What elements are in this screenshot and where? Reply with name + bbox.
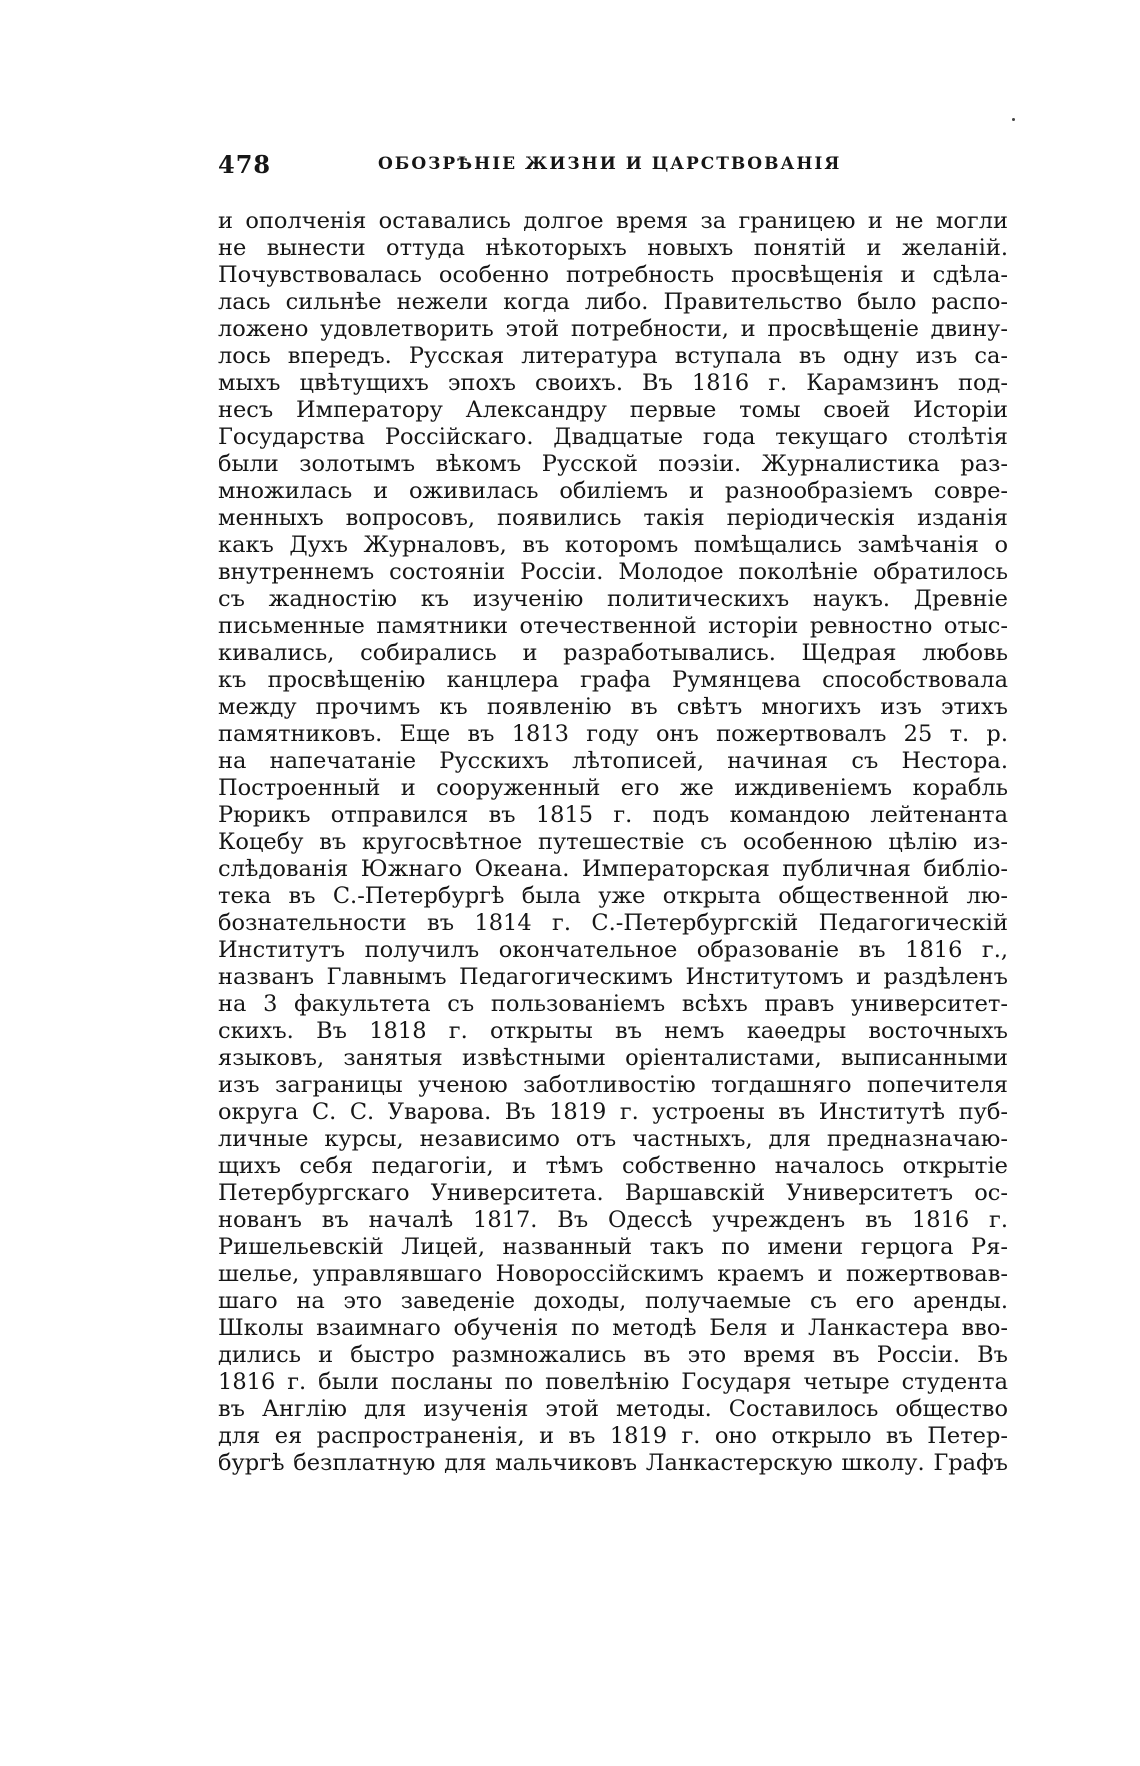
text-line: скихъ. Въ 1818 г. открыты въ немъ каѳедры восточныхъ: [218, 1018, 1008, 1044]
text-line: Институтъ получилъ окончательное образованіе въ 1816 г.,: [218, 937, 1008, 963]
text-line: для ея распространенія, и въ 1819 г. оно открыло въ Петер-: [218, 1423, 1008, 1449]
text-line: щихъ себя педагогіи, и тѣмъ собственно началось открытіе: [218, 1153, 1008, 1179]
text-line: дились и быстро размножались въ это время въ Россіи. Въ: [218, 1342, 1008, 1368]
text-line: въ Англію для изученія этой методы. Составилось общество: [218, 1396, 1008, 1422]
text-line: тека въ С.-Петербургѣ была уже открыта общественной лю-: [218, 883, 1008, 909]
text-line: языковъ, занятыя извѣстными оріенталистами, выписанными: [218, 1045, 1008, 1071]
text-line: Почувствовалась особенно потребность просвѣщенія и сдѣла-: [218, 262, 1008, 288]
text-line: 1816 г. были посланы по повелѣнію Государя четыре студента: [218, 1369, 1008, 1395]
text-line: письменные памятники отечественной исторіи ревностно отыс-: [218, 613, 1008, 639]
running-head: ОБОЗРѢНІЕ ЖИЗНИ И ЦАРСТВОВАНІЯ: [378, 154, 842, 174]
text-line: Рюрикъ отправился въ 1815 г. подъ командою лейтенанта: [218, 802, 1008, 828]
text-line: шаго на это заведеніе доходы, получаемые съ его аренды.: [218, 1288, 1008, 1314]
text-line: Школы взаимнаго обученія по методѣ Беля и Ланкастера вво-: [218, 1315, 1008, 1341]
text-line: Построенный и сооруженный его же иждивеніемъ корабль: [218, 775, 1008, 801]
text-line: съ жадностію къ изученію политическихъ наукъ. Древніе: [218, 586, 1008, 612]
text-line: не вынести оттуда нѣкоторыхъ новыхъ понятій и желаній.: [218, 235, 1008, 261]
text-line: слѣдованія Южнаго Океана. Императорская публичная библіо-: [218, 856, 1008, 882]
text-line: шелье, управлявшаго Новороссійскимъ краемъ и пожертвовав-: [218, 1261, 1008, 1287]
text-line: внутреннемъ состояніи Россіи. Молодое поколѣніе обратилось: [218, 559, 1008, 585]
text-line: бургѣ безплатную для мальчиковъ Ланкастерскую школу. Графъ: [218, 1450, 1008, 1476]
body-text: [218, 208, 1008, 1477]
page-number: 478: [218, 150, 272, 179]
text-line: лось впередъ. Русская литература вступала въ одну изъ са-: [218, 343, 1008, 369]
text-line: Государства Россійскаго. Двадцатые года текущаго столѣтія: [218, 424, 1008, 450]
text-line: менныхъ вопросовъ, появились такія періодическія изданія: [218, 505, 1008, 531]
text-line: личные курсы, независимо отъ частныхъ, для предназначаю-: [218, 1126, 1008, 1152]
text-line: несъ Императору Александру первые томы своей Исторіи: [218, 397, 1008, 423]
text-line: памятниковъ. Еще въ 1813 году онъ пожертвовалъ 25 т. р.: [218, 721, 1008, 747]
page-header: [218, 150, 1008, 180]
print-speck: [1012, 118, 1015, 121]
text-line: округа С. С. Уварова. Въ 1819 г. устроены въ Институтѣ пуб-: [218, 1099, 1008, 1125]
text-line: и ополченія оставались долгое время за границею и не могли: [218, 208, 1008, 234]
text-line: какъ Духъ Журналовъ, въ которомъ помѣщались замѣчанія о: [218, 532, 1008, 558]
text-line: лась сильнѣе нежели когда либо. Правительство было распо-: [218, 289, 1008, 315]
text-line: изъ заграницы ученою заботливостію тогдашняго попечителя: [218, 1072, 1008, 1098]
text-line: на напечатаніе Русскихъ лѣтописей, начиная съ Нестора.: [218, 748, 1008, 774]
text-line: между прочимъ къ появленію въ свѣтъ многихъ изъ этихъ: [218, 694, 1008, 720]
text-line: мыхъ цвѣтущихъ эпохъ своихъ. Въ 1816 г. Карамзинъ под-: [218, 370, 1008, 396]
text-line: нованъ въ началѣ 1817. Въ Одессѣ учрежденъ въ 1816 г.: [218, 1207, 1008, 1233]
text-line: названъ Главнымъ Педагогическимъ Институтомъ и раздѣленъ: [218, 964, 1008, 990]
text-line: ложено удовлетворить этой потребности, и просвѣщеніе двину-: [218, 316, 1008, 342]
text-line: были золотымъ вѣкомъ Русской поэзіи. Журналистика раз-: [218, 451, 1008, 477]
text-line: Коцебу въ кругосвѣтное путешествіе съ особенною цѣлію из-: [218, 829, 1008, 855]
text-line: Ришельевскій Лицей, названный такъ по имени герцога Ря-: [218, 1234, 1008, 1260]
text-line: къ просвѣщенію канцлера графа Румянцева способствовала: [218, 667, 1008, 693]
text-line: Петербургскаго Университета. Варшавскій Университетъ ос-: [218, 1180, 1008, 1206]
text-line: на 3 факультета съ пользованіемъ всѣхъ правъ университет-: [218, 991, 1008, 1017]
text-line: множилась и оживилась обиліемъ и разнообразіемъ совре-: [218, 478, 1008, 504]
text-line: бознательности въ 1814 г. С.-Петербургскій Педагогическій: [218, 910, 1008, 936]
text-line: кивались, собирались и разработывались. Щедрая любовь: [218, 640, 1008, 666]
